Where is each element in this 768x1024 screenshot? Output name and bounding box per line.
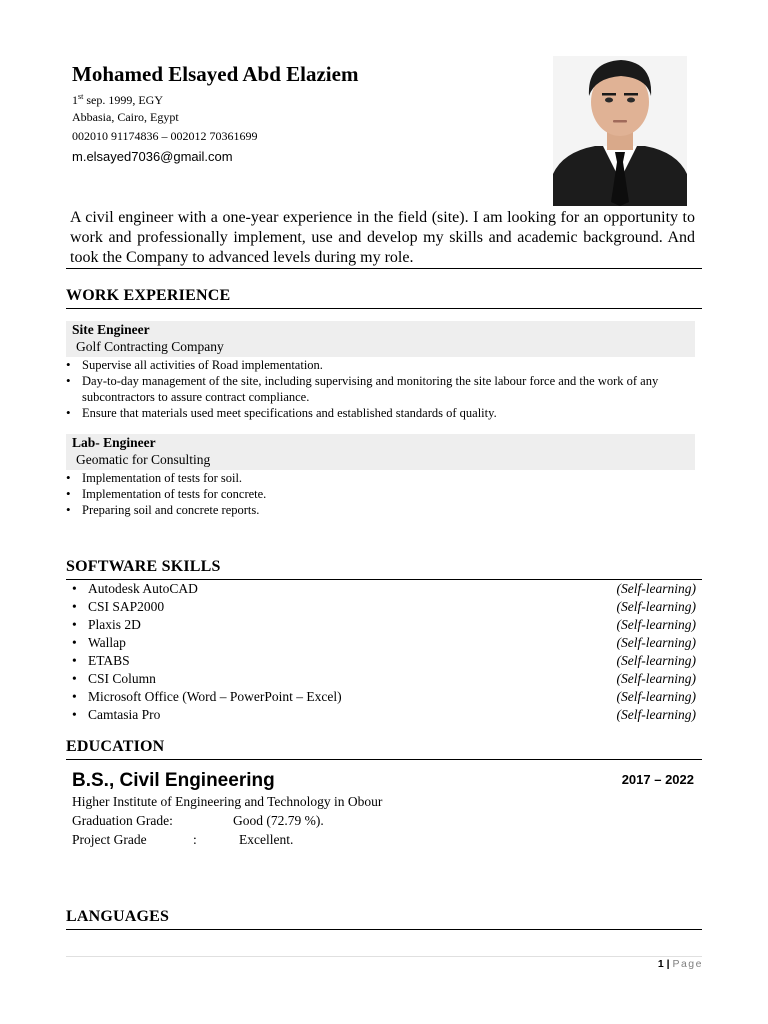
education-divider <box>66 759 702 760</box>
list-item: • ETABS (Self-learning) <box>66 652 696 670</box>
work-experience-heading: WORK EXPERIENCE <box>66 287 231 304</box>
degree-title: B.S., Civil Engineering <box>72 770 275 791</box>
address: Abbasia, Cairo, Egypt <box>72 110 179 124</box>
job-duties-list <box>66 470 706 518</box>
institute-name: Higher Institute of Engineering and Technology in Obour <box>72 794 383 809</box>
page-number: 1 <box>657 958 664 970</box>
list-item: • Supervise all activities of Road implementation. <box>66 357 706 373</box>
graduation-grade-label: Graduation Grade: <box>72 813 173 828</box>
job-duties-list <box>66 357 706 421</box>
phone-numbers: 002010 91174836 – 002012 70361699 <box>72 129 258 143</box>
list-item: • Wallap (Self-learning) <box>66 634 696 652</box>
job-header <box>66 321 695 357</box>
page-separator: | <box>663 958 673 970</box>
email-address: m.elsayed7036@gmail.com <box>72 149 233 164</box>
skills-list <box>66 580 696 724</box>
list-item: • Plaxis 2D (Self-learning) <box>66 616 696 634</box>
page-word: Page <box>672 958 703 970</box>
profile-photo <box>553 56 687 206</box>
project-grade-value: Excellent. <box>239 832 294 847</box>
project-grade-separator: : <box>193 832 197 847</box>
job-header <box>66 434 695 470</box>
personal-info <box>72 60 552 167</box>
education-heading: EDUCATION <box>66 738 165 755</box>
languages-heading: LANGUAGES <box>66 908 170 925</box>
date-of-birth: 1st sep. 1999, EGY <box>72 92 164 107</box>
list-item: • Implementation of tests for concrete. <box>66 486 706 502</box>
profile-summary: A civil engineer with a one-year experience in the field (site). I am looking for an opportunity to work and professionally implement, use and develop my skills and academic background. And took the Company to advanced levels during my role. <box>70 209 695 266</box>
page-footer <box>560 958 703 970</box>
list-item: • Microsoft Office (Word – PowerPoint – Excel) (Self-learning) <box>66 688 696 706</box>
work-experience-divider <box>66 308 702 309</box>
software-skills-heading: SOFTWARE SKILLS <box>66 558 221 575</box>
list-item: • Preparing soil and concrete reports. <box>66 502 706 518</box>
list-item: • Ensure that materials used meet specifications and established standards of quality. <box>66 405 706 421</box>
footer-divider <box>66 956 702 957</box>
list-item: • CSI SAP2000 (Self-learning) <box>66 598 696 616</box>
languages-divider <box>66 929 702 930</box>
project-grade-label: Project Grade <box>72 832 147 847</box>
list-item: • CSI Column (Self-learning) <box>66 670 696 688</box>
graduation-grade-value: Good (72.79 %). <box>233 813 324 828</box>
job-title: Site Engineer <box>72 322 150 337</box>
portrait-image <box>553 56 687 206</box>
job-title: Lab- Engineer <box>72 435 156 450</box>
list-item: • Camtasia Pro (Self-learning) <box>66 706 696 724</box>
list-item: • Day-to-day management of the site, including supervising and monitoring the site labour force and the work of any subcontractors to assure contract compliance. <box>66 373 706 405</box>
list-item: • Autodesk AutoCAD (Self-learning) <box>66 580 696 598</box>
candidate-name: Mohamed Elsayed Abd Elaziem <box>72 62 359 86</box>
education-years: 2017 – 2022 <box>621 772 694 787</box>
summary-divider <box>66 268 702 269</box>
job-company: Golf Contracting Company <box>76 339 224 354</box>
job-company: Geomatic for Consulting <box>76 452 211 467</box>
list-item: • Implementation of tests for soil. <box>66 470 706 486</box>
